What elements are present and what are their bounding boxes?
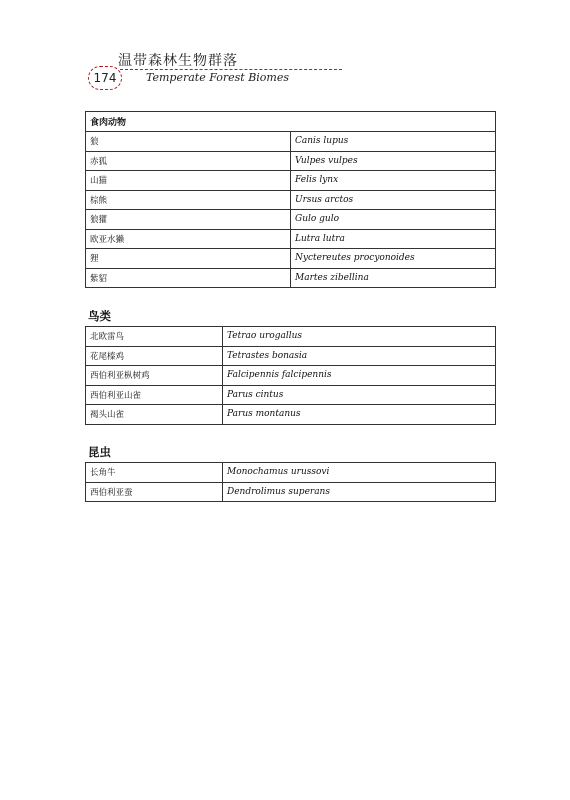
section-title-birds: 鸟类 — [88, 309, 111, 323]
table-row — [86, 482, 496, 502]
table-row — [86, 346, 496, 366]
section-title-insects: 昆虫 — [88, 445, 111, 459]
chinese-name: 狸 — [86, 249, 291, 269]
chinese-name: 山猫 — [86, 171, 291, 191]
latin-name: Felis lynx — [291, 171, 496, 191]
chinese-name: 北欧雷鸟 — [86, 327, 223, 347]
table-row — [86, 463, 496, 483]
chinese-name: 狼 — [86, 132, 291, 152]
chinese-name: 西伯利亚山雀 — [86, 385, 223, 405]
latin-name: Gulo gulo — [291, 210, 496, 230]
chinese-name: 欧亚水獭 — [86, 229, 291, 249]
page-header — [88, 50, 348, 90]
chinese-name: 赤狐 — [86, 151, 291, 171]
latin-name: Martes zibellina — [291, 268, 496, 288]
book-title-chinese: 温带森林生物群落 — [118, 53, 238, 69]
table-row — [86, 268, 496, 288]
latin-name: Tetrao urogallus — [223, 327, 496, 347]
chinese-name: 棕熊 — [86, 190, 291, 210]
chinese-name: 花尾榛鸡 — [86, 346, 223, 366]
table-row — [86, 190, 496, 210]
chinese-name: 长角牛 — [86, 463, 223, 483]
page-number: 174 — [88, 66, 122, 90]
section-title-carnivores: 食肉动物 — [86, 112, 496, 132]
table-row — [86, 327, 496, 347]
table-row — [86, 151, 496, 171]
table-row — [86, 132, 496, 152]
latin-name: Vulpes vulpes — [291, 151, 496, 171]
latin-name: Dendrolimus superans — [223, 482, 496, 502]
insects-table — [85, 462, 496, 502]
table-row — [86, 385, 496, 405]
chinese-name: 西伯利亚枞树鸡 — [86, 366, 223, 386]
latin-name: Ursus arctos — [291, 190, 496, 210]
latin-name: Lutra lutra — [291, 229, 496, 249]
book-title-english: Temperate Forest Biomes — [146, 71, 290, 84]
table-row — [86, 405, 496, 425]
table-header-row — [86, 112, 496, 132]
chinese-name: 褐头山雀 — [86, 405, 223, 425]
latin-name: Falcipennis falcipennis — [223, 366, 496, 386]
latin-name: Parus montanus — [223, 405, 496, 425]
chinese-name: 紫貂 — [86, 268, 291, 288]
latin-name: Nyctereutes procyonoides — [291, 249, 496, 269]
latin-name: Monochamus urussovi — [223, 463, 496, 483]
table-row — [86, 210, 496, 230]
chinese-name: 西伯利亚蚕 — [86, 482, 223, 502]
table-row — [86, 249, 496, 269]
table-row — [86, 366, 496, 386]
table-row — [86, 171, 496, 191]
header-divider — [120, 69, 342, 70]
latin-name: Canis lupus — [291, 132, 496, 152]
birds-table — [85, 326, 496, 425]
latin-name: Tetrastes bonasia — [223, 346, 496, 366]
latin-name: Parus cintus — [223, 385, 496, 405]
carnivores-table — [85, 111, 496, 288]
table-row — [86, 229, 496, 249]
chinese-name: 狼獾 — [86, 210, 291, 230]
